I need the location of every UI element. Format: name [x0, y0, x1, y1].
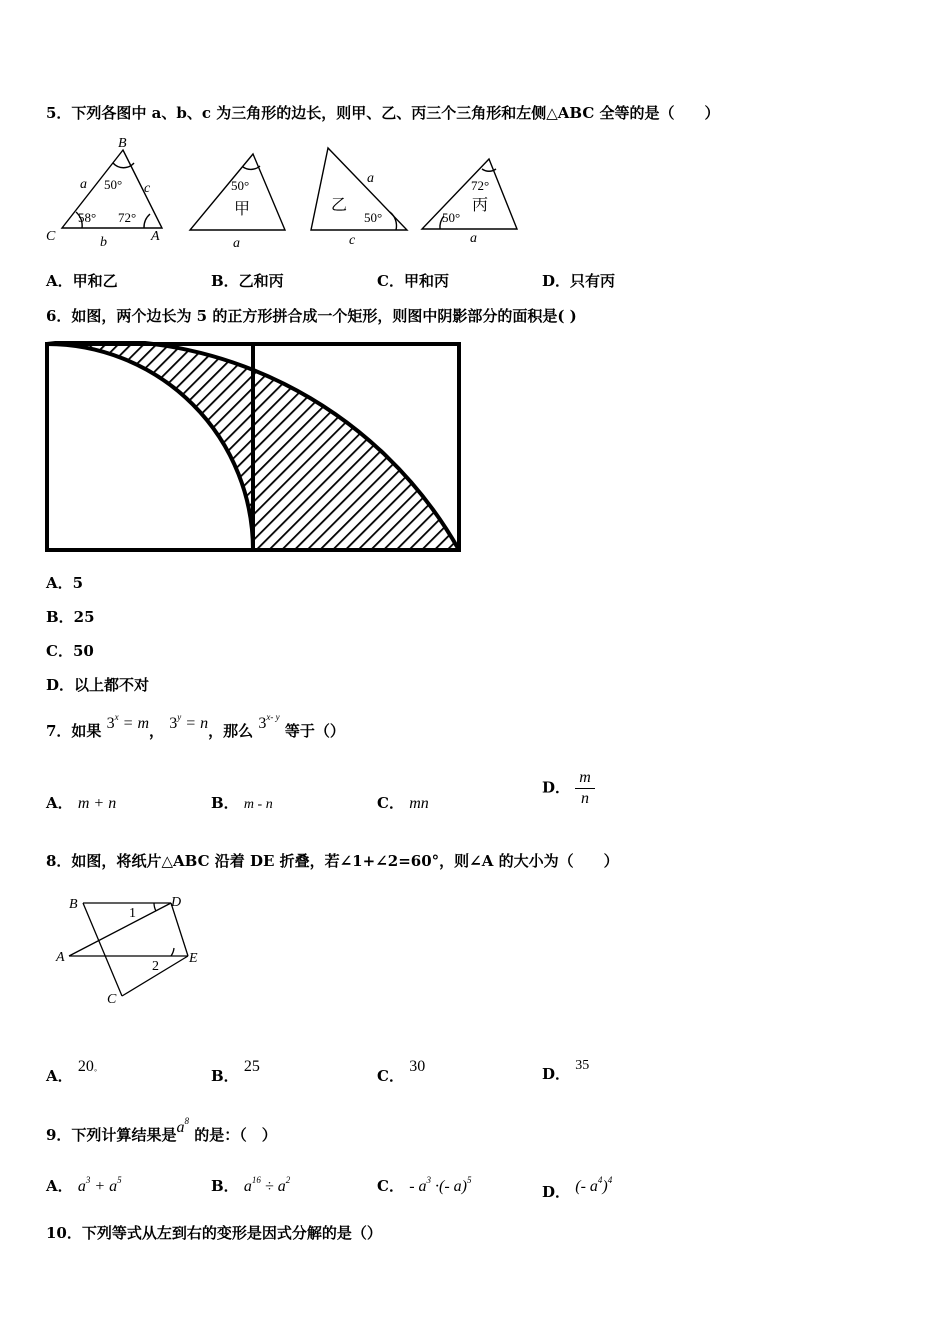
q9-option-c[interactable]: C． - $a^3$ ·(- a)$^5$ — [377, 1175, 472, 1195]
label-a: A — [56, 950, 65, 965]
q7-eq3: 3$^{x- y}$ — [258, 712, 280, 732]
fraction-m-over-n: $\frac{m}{n}$ — [575, 768, 595, 809]
q8-stem: 8．如图，将纸片△ABC 沿着 DE 折叠，若∠1+∠2=60°，则∠A 的大小为（ ） — [46, 852, 619, 870]
label-e: E — [189, 951, 198, 966]
q9-option-b[interactable]: B． $a^{16} \div a^2$ — [211, 1175, 291, 1195]
q5-option-c[interactable]: C．甲和丙 — [377, 272, 449, 290]
label-side-b: b — [100, 235, 107, 250]
q5-option-a[interactable]: A．甲和乙 — [46, 272, 118, 290]
label-b-vertex: B — [118, 136, 127, 151]
q9-suffix: 的是：（ ） — [194, 1126, 277, 1144]
q7-suffix: 等于（） — [284, 722, 345, 740]
q6-option-c[interactable]: C．50 — [46, 642, 94, 660]
label-jia: 甲 — [234, 201, 251, 218]
q7-option-d[interactable]: D． $\frac{m}{n}$ — [542, 768, 595, 809]
q7-mid: ，那么 — [208, 722, 254, 740]
q7-eq1: 3$^x$ = m — [106, 712, 150, 732]
q7-prefix: 7．如果 — [46, 722, 102, 740]
q5-option-b[interactable]: B．乙和丙 — [211, 272, 284, 290]
q9-a8: $a^8$ — [176, 1116, 189, 1136]
q5-stem: 5．下列各图中 a、b、c 为三角形的边长，则甲、乙、丙三个三角形和左侧△ABC 全等的是（ ） — [46, 104, 720, 122]
angle-50-jia: 50° — [231, 178, 250, 193]
angle-50-abc: 50° — [104, 177, 123, 192]
label-a-vertex: A — [151, 229, 160, 244]
triangle-yi — [311, 148, 407, 230]
q8-option-d[interactable]: D． 35 — [542, 1058, 590, 1083]
q6-option-b[interactable]: B．25 — [46, 608, 95, 626]
q9-stem — [46, 1116, 277, 1145]
angle-72-abc: 72° — [118, 210, 137, 225]
label-c-vertex: C — [46, 229, 56, 244]
angle-50-bing: 50° — [442, 210, 461, 225]
q5-option-d[interactable]: D．只有丙 — [542, 272, 616, 290]
q10-stem: 10．下列等式从左到右的变形是因式分解的是（） — [46, 1224, 382, 1242]
q6-option-a[interactable]: A．5 — [46, 574, 84, 592]
q8-figure — [50, 890, 210, 1010]
label-bing-a: a — [470, 231, 477, 246]
q7-option-b[interactable]: B． m - n — [211, 794, 273, 812]
label-side-a: a — [80, 177, 87, 192]
q6-option-d[interactable]: D．以上都不对 — [46, 676, 150, 694]
q9-option-a[interactable]: A． $a^3 + a^5$ — [46, 1175, 122, 1195]
q7-option-a[interactable]: A． m + n — [46, 794, 117, 812]
label-bing: 丙 — [472, 197, 489, 214]
q9-prefix: 9．下列计算结果是 — [46, 1126, 177, 1144]
q6-figure — [44, 341, 464, 555]
label-b: B — [69, 897, 78, 912]
q8-option-b[interactable]: B． 25 — [211, 1058, 260, 1085]
q6-stem: 6．如图，两个边长为 5 的正方形拼合成一个矩形，则图中阴影部分的面积是( ) — [46, 307, 577, 325]
angle-2-label: 2 — [152, 959, 159, 974]
angle-58: 58° — [78, 210, 97, 225]
q7-option-c[interactable]: C． mn — [377, 794, 429, 812]
label-d: D — [171, 895, 182, 910]
label-yi: 乙 — [331, 197, 348, 214]
label-yi-c: c — [349, 233, 356, 248]
q5-figure — [40, 132, 540, 252]
q8-option-a[interactable]: A． 20◦ — [46, 1058, 98, 1085]
q7-stem — [46, 712, 345, 741]
angle-50-yi: 50° — [364, 210, 383, 225]
triangle-bing — [422, 159, 517, 229]
angle-72-bing: 72° — [471, 178, 490, 193]
angle-1-label: 1 — [129, 906, 136, 921]
label-c: C — [107, 992, 117, 1007]
label-yi-a: a — [367, 171, 374, 186]
label-jia-a: a — [233, 236, 240, 251]
q9-option-d[interactable]: D． (- $a^4)^4$ — [542, 1175, 613, 1201]
q7-sep: ， — [149, 722, 165, 740]
q7-eq2: 3$^y$ = n — [169, 712, 209, 732]
label-side-c: c — [144, 181, 151, 196]
q8-option-c[interactable]: C． 30 — [377, 1058, 426, 1085]
